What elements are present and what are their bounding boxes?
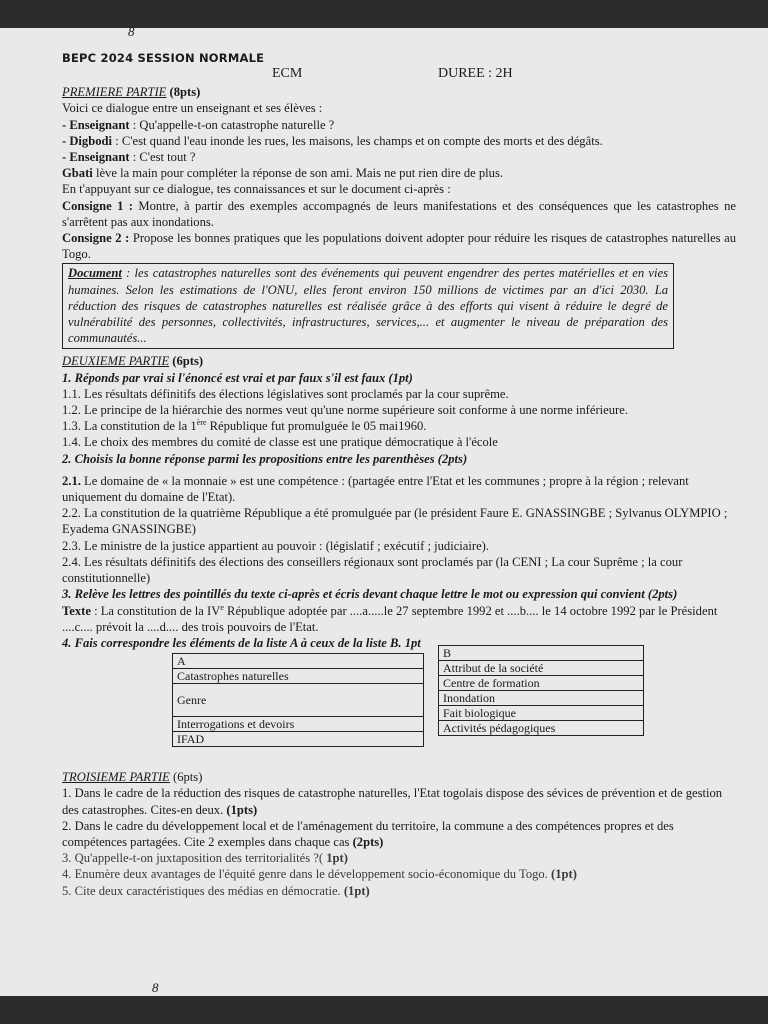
speaker: - Enseignant [62, 117, 130, 132]
document-box [62, 263, 674, 349]
item-1-4: 1.4. Le choix des membres du comité de classe est une pratique démocratique à l'école [62, 435, 498, 450]
item-1-3 [62, 418, 736, 434]
part3-q2-points: (2pts) [352, 834, 384, 849]
exam-sheet [0, 28, 768, 996]
part3-q4 [62, 866, 736, 882]
item-2-1-label: 2.1. [62, 473, 81, 488]
list-a-item: Catastrophes naturelles [173, 669, 424, 684]
fill-text-label: Texte [62, 603, 91, 618]
question-2-3-heading: 3. Relève les lettres des pointillés du texte ci-après et écris devant chaque lettre le mot ou expression qui convient (2pts) [62, 587, 678, 602]
part1-heading [62, 84, 736, 100]
consigne-2 [62, 230, 736, 262]
handwritten-mark-bottom: 8 [152, 980, 159, 995]
list-b-header: B [439, 646, 644, 661]
item-1-1: 1.1. Les résultats définitifs des élections législatives sont proclamés par la cour suprême. [62, 386, 509, 401]
part3-q5-text: 5. Cite deux caractéristiques des médias en démocratie. [62, 883, 344, 898]
speaker: - Digbodi [62, 133, 113, 148]
part3-heading [62, 769, 736, 785]
speech: : C'est quand l'eau inonde les rues, les maisons, les champs et on compte des morts et des dégâts. [112, 133, 603, 148]
list-a-table [172, 653, 424, 747]
item-2-1 [62, 473, 736, 505]
part3-q4-text: 4. Enumère deux avantages de l'équité genre dans le développement socio-économique du Togo. [62, 867, 552, 882]
document-label: Document [68, 266, 122, 281]
part3-q5 [62, 883, 736, 899]
part1-intro: Voici ce dialogue entre un enseignant et ses élèves : [62, 101, 323, 116]
item-2-1-text: Le domaine de « la monnaie » est une compétence : (partagée entre l'Etat et les communes ; propre à la région ; relevant uniquement du domaine de l'Etat). [62, 473, 689, 505]
part3-q5-points: (1pt) [343, 883, 370, 898]
part1-title: PREMIERE PARTIE [62, 85, 167, 100]
item-2-4: 2.4. Les résultats définitifs des élections des conseillers régionaux sont proclamés par (la CENI ; La cour Suprême ; la cour constitutionnelle) [62, 554, 683, 586]
part3-q1-text: 1. Dans le cadre de la réduction des risques de catastrophe naturelles, l'Etat togolais dispose des sévices de prévention et de gestion des catastrophes. Cites-en deux. [62, 786, 723, 817]
part3-q3 [62, 850, 736, 866]
speech: : Qu'appelle-t-on catastrophe naturelle ? [129, 117, 335, 132]
part3-q3-points: 1pt) [326, 851, 348, 866]
question-2-1-heading: 1. Réponds par vrai si l'énoncé est vrai et par faux s'il est faux (1pt) [62, 370, 413, 385]
part1-points: (8pts) [169, 85, 201, 100]
item-2-2: 2.2. La constitution de la quatrième République a été promulguée par (le président Faure E. GNASSINGBE ; Sylvanus OLYMPIO ; Eyadema GNASSINGBE) [62, 506, 728, 537]
part3-q3-text: 3. Qu'appelle-t-on juxtaposition des territorialités ?( [62, 851, 327, 866]
item-1-2: 1.2. Le principe de la hiérarchie des normes veut qu'une norme supérieure soit conforme à une norme inférieure. [62, 403, 628, 418]
item-2-3: 2.3. Le ministre de la justice appartient au pouvoir : (législatif ; exécutif ; judiciaire). [62, 538, 489, 553]
list-b-item: Centre de formation [439, 676, 644, 691]
gbati-line [62, 165, 736, 181]
consigne-2-text: Propose les bonnes pratiques que les populations doivent adopter pour réduire les risques de catastrophes naturelles au Togo. [62, 231, 736, 262]
list-b-table [438, 645, 644, 736]
dialogue-line-3 [62, 149, 736, 165]
list-b-item: Inondation [439, 691, 644, 706]
consigne-1 [62, 198, 736, 230]
part2-points: (6pts) [172, 354, 204, 369]
handwritten-mark-top: 8 [128, 28, 135, 39]
consigne-1-text: Montre, à partir des exemples accompagnés de leurs manifestations et des conséquences que les catastrophes ne s'arrêtent pas aux inondations. [62, 198, 736, 229]
list-b-item: Fait biologique [439, 706, 644, 721]
support-line: En t'appuyant sur ce dialogue, tes connaissances et sur le document ci-après : [62, 182, 451, 197]
part3-q1 [62, 785, 736, 817]
list-b-item: Attribut de la société [439, 661, 644, 676]
document-text: : les catastrophes naturelles sont des événements qui peuvent engendrer des pertes matérielles et en vies humaines. Selon les estimations de l'ONU, elles feront environ 150 millions de victimes par an d'ici 2030. La réduction des risques de catastrophes naturelles est réalisée grâce à des efforts qui visent à réduire le degré de vulnérabilité des personnes, collectivités, infrastructures, services,... et augmenter le niveau de préparation des communautés... [68, 266, 668, 346]
part3-q1-points: (1pts) [226, 802, 258, 817]
subject-label: ECM [272, 66, 303, 82]
list-a-item: Genre [173, 684, 424, 717]
list-a-header: A [173, 654, 424, 669]
fill-text [62, 603, 736, 635]
part3-q2-text: 2. Dans le cadre du développement local et de l'aménagement du territoire, la commune a des compétences propres et des compétences partagées. Cite 2 exemples dans chaque cas [62, 818, 674, 849]
consigne-1-label: Consigne 1 : [62, 198, 133, 213]
consigne-2-label: Consigne 2 : [62, 231, 130, 246]
gbati-name: Gbati [62, 166, 93, 181]
question-2-2-heading: 2. Choisis la bonne réponse parmi les propositions entre les parenthèses (2pts) [62, 451, 468, 466]
part2-heading [62, 353, 736, 369]
part3-q2 [62, 818, 736, 850]
part3-q4-points: (1pt) [551, 867, 577, 882]
question-2-4-heading: 4. Fais correspondre les éléments de la liste A à ceux de la liste B. 1pt [62, 635, 421, 650]
exam-title: BEPC 2024 SESSION NORMALE [62, 51, 265, 65]
speech: : C'est tout ? [129, 150, 196, 165]
matching-lists [62, 646, 736, 769]
list-a-item: Interrogations et devoirs [173, 717, 424, 732]
part2-title: DEUXIEME PARTIE [62, 354, 170, 369]
list-a-item: IFAD [173, 732, 424, 747]
superscript: e [220, 602, 224, 612]
list-b-item: Activités pédagogiques [439, 721, 644, 736]
gbati-text: lève la main pour compléter la réponse de son ami. Mais ne put rien dire de plus. [92, 166, 504, 181]
header-row [62, 66, 736, 84]
fill-text-a: : La constitution de la IV [90, 603, 221, 618]
part3-title: TROISIEME PARTIE [62, 770, 170, 785]
speaker: - Enseignant [62, 150, 130, 165]
superscript: ère [196, 418, 207, 428]
item-1-3-text: 1.3. La constitution de la 1 [62, 419, 197, 434]
fill-text-b: République adoptée par ....a.....le 27 septembre 1992 et ....b.... le 14 octobre 1992 par le Président ....c.... prévoit la ....d.... des trois pouvoirs de l'Etat. [62, 603, 718, 634]
part3-points: (6pts) [173, 770, 203, 785]
dialogue-line-1 [62, 117, 736, 133]
item-1-3-rest: République fut promulguée le 05 mai1960. [206, 419, 427, 434]
duration-label: DUREE : 2H [438, 66, 513, 82]
dialogue-line-2 [62, 133, 736, 149]
